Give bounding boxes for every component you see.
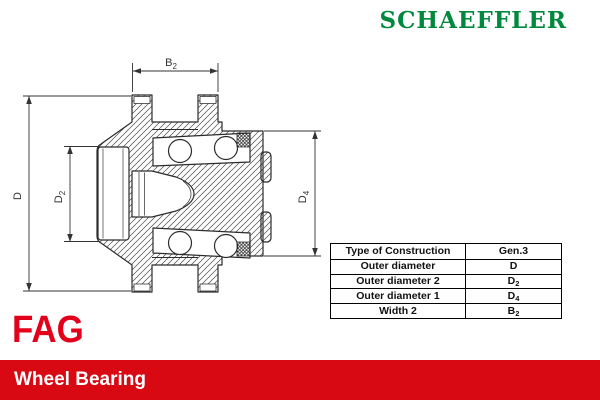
spec-label: Type of Construction [345, 245, 451, 258]
dimension-d4 [264, 131, 321, 256]
lug-cap [134, 284, 150, 291]
svg-text:D: D [12, 192, 24, 200]
spec-value: D 4 [465, 289, 561, 303]
spec-label: Outer diameter 1 [356, 290, 440, 303]
schaeffler-logo: SCHAEFFLER [379, 7, 567, 34]
bearing-ball [215, 137, 238, 160]
seal-crosshatch [237, 133, 250, 147]
dimension-b2 [133, 57, 219, 92]
page-title: Wheel Bearing [14, 369, 146, 390]
outer-ring-flange-top [261, 152, 271, 182]
spec-value: B 2 [465, 304, 561, 318]
spec-table [330, 243, 562, 319]
fag-logo: FAG [12, 309, 84, 351]
bearing-ball [169, 140, 192, 163]
spec-label: Width 2 [379, 304, 417, 317]
svg-text:D4: $D_4$ [297, 190, 311, 204]
hub-bearing-cross-section [97, 95, 271, 292]
table-row [331, 259, 561, 274]
spec-value: D 2 [465, 275, 561, 289]
svg-text:B2: $B_2$ [165, 57, 177, 71]
svg-text:D2: $D_2$ [53, 190, 67, 204]
table-row [331, 274, 561, 289]
table-row [331, 303, 561, 318]
lug-cap [200, 97, 216, 104]
table-row [331, 244, 561, 259]
footer-bar [0, 360, 600, 400]
dimension-d2 [53, 146, 100, 242]
table-row [331, 288, 561, 303]
spec-label: Outer diameter [360, 260, 436, 273]
bearing-ball [215, 235, 238, 258]
lug-cap [200, 284, 216, 291]
lug-cap [134, 97, 150, 104]
seal-crosshatch [237, 242, 250, 256]
spec-value: D [465, 260, 561, 274]
bearing-ball [169, 232, 192, 255]
spec-label: Outer diameter 2 [356, 275, 440, 288]
outer-ring-flange-bottom [261, 212, 271, 242]
spec-value: Gen.3 [465, 244, 561, 259]
